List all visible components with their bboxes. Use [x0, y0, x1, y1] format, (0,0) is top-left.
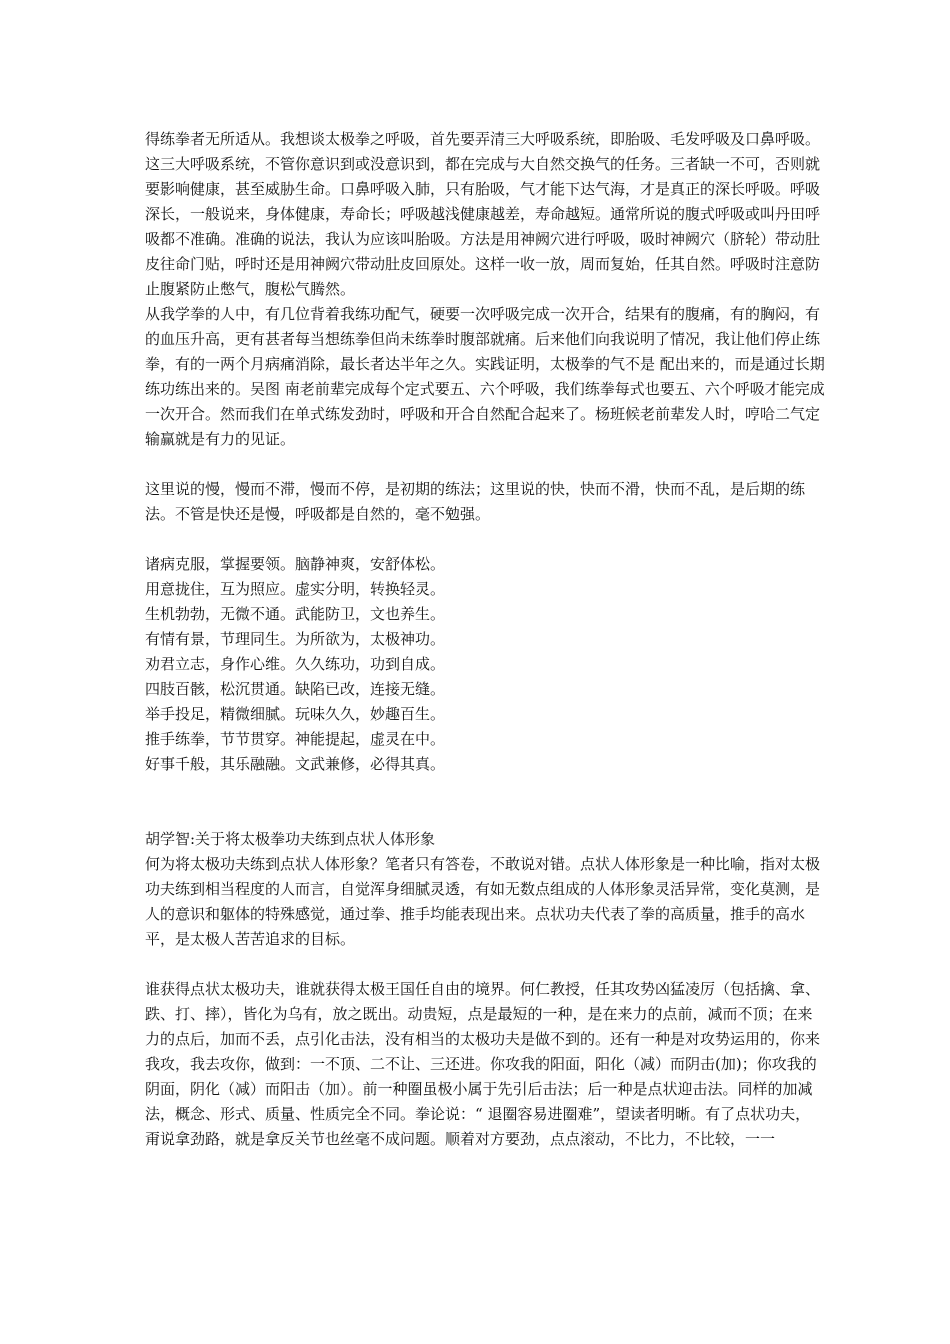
verse-line: 举手投足，精微细腻。玩味久久，妙趣百生。: [145, 705, 446, 723]
paragraph-article-1: 何为将太极功夫练到点状人体形象？笔者只有答卷，不敢说对错。点状人体形象是一种比喻，指对太极功夫练到相当程度的人而言，自觉浑身细腻灵透，有如无数点组成的人体形象灵活异常，变化莫测，是人的意识和躯体的特殊感觉，通过拳、推手均能表现出来。点状功夫代表了拳的高质量，推手的高水平，是太极人苦苦追求的目标。: [145, 855, 821, 948]
verse-block: [145, 552, 825, 777]
document-page: [145, 127, 825, 1152]
paragraph-breathing-3: 这里说的慢，慢而不滞，慢而不停，是初期的练法；这里说的快，快而不滑，快而不乱，是后期的练法。不管是快还是慢，呼吸都是自然的，毫不勉强。: [145, 480, 806, 523]
section-gap: [145, 777, 825, 827]
paragraph-breathing-1: 得练拳者无所适从。我想谈太极拳之呼吸，首先要弄清三大呼吸系统，即胎吸、毛发呼吸及口鼻呼吸。这三大呼吸系统，不管你意识到或没意识到，都在完成与大自然交换气的任务。三者缺一不可，否则就要影响健康，甚至威胁生命。口鼻呼吸入肺，只有胎吸，气才能下达气海，才是真正的深长呼吸。呼吸深长，一般说来，身体健康，寿命长；呼吸越浅健康越差，寿命越短。通常所说的腹式呼吸或叫丹田呼吸都不准确。准确的说法，我认为应该叫胎吸。方法是用神阙穴进行呼吸，吸时神阙穴（脐轮）带动肚皮往命门贴，呼时还是用神阙穴带动肚皮回原处。这样一收一放，周而复始，任其自然。呼吸时注意防止腹紧防止憋气，腹松气腾然。: [145, 130, 821, 298]
verse-line: 有情有景，节理同生。为所欲为，太极神功。: [145, 630, 446, 648]
paragraph-breathing-2: 从我学拳的人中，有几位背着我练功配气，硬要一次呼吸完成一次开合，结果有的腹痛，有的胸闷，有的血压升高，更有甚者每当想练拳但尚未练拳时腹部就痛。后来他们向我说明了情况，我让他们停止练拳，有的一两个月病痛消除，最长者达半年之久。实践证明，太极拳的气不是 配出来的，而是通过长期练功练出来的。吴图 南老前辈完成每个定式要五、六个呼吸，我们练拳每式也要五、六个呼吸才能完成一次开合。然而我们在单式练发劲时，呼吸和开合自然配合起来了。杨班候老前辈发人时，哼哈二气定输赢就是有力的见证。: [145, 305, 825, 448]
verse-line: 推手练拳，节节贯穿。神能提起，虚灵在中。: [145, 730, 446, 748]
article-title: 胡学智:关于将太极拳功夫练到点状人体形象: [145, 830, 436, 848]
verse-line: 生机勃勃，无微不通。武能防卫，文也养生。: [145, 605, 446, 623]
verse-line: 好事千般，其乐融融。文武兼修，必得其真。: [145, 755, 446, 773]
paragraph-gap: [145, 527, 825, 552]
paragraph-gap: [145, 452, 825, 477]
verse-line: 用意拢住，互为照应。虚实分明，转换轻灵。: [145, 580, 446, 598]
verse-line: 劝君立志，身作心维。久久练功，功到自成。: [145, 655, 446, 673]
paragraph-article-2: 谁获得点状太极功夫，谁就获得太极王国任自由的境界。何仁教授，任其攻势凶猛凌厉（包括擒、拿、跌、打、摔），皆化为乌有，放之既出。动贵短，点是最短的一种，是在来力的点前，减而不顶；在来力的点后，加而不丢，点引化击法，没有相当的太极功夫是做不到的。还有一种是对攻势运用的，你来我攻，我去攻你，做到：一不顶、二不让、三还进。你攻我的阳面，阳化（减）而阴击(加)；你攻我的阴面，阴化（减）而阳击（加）。前一种圈虽极小属于先引后击法；后一种是点状迎击法。同样的加减法，概念、形式、质量、性质完全不同。拳论说：“ 退圈容易进圈难”，望读者明晰。有了点状功夫，甭说拿劲路，就是拿反关节也丝毫不成问题。顺着对方要劲，点点滚动，不比力，不比较，一一: [145, 980, 821, 1148]
verse-line: 四肢百骸，松沉贯通。缺陷已改，连接无缝。: [145, 680, 446, 698]
paragraph-gap: [145, 952, 825, 977]
verse-line: 诸病克服，掌握要领。脑静神爽，安舒体松。: [145, 555, 446, 573]
